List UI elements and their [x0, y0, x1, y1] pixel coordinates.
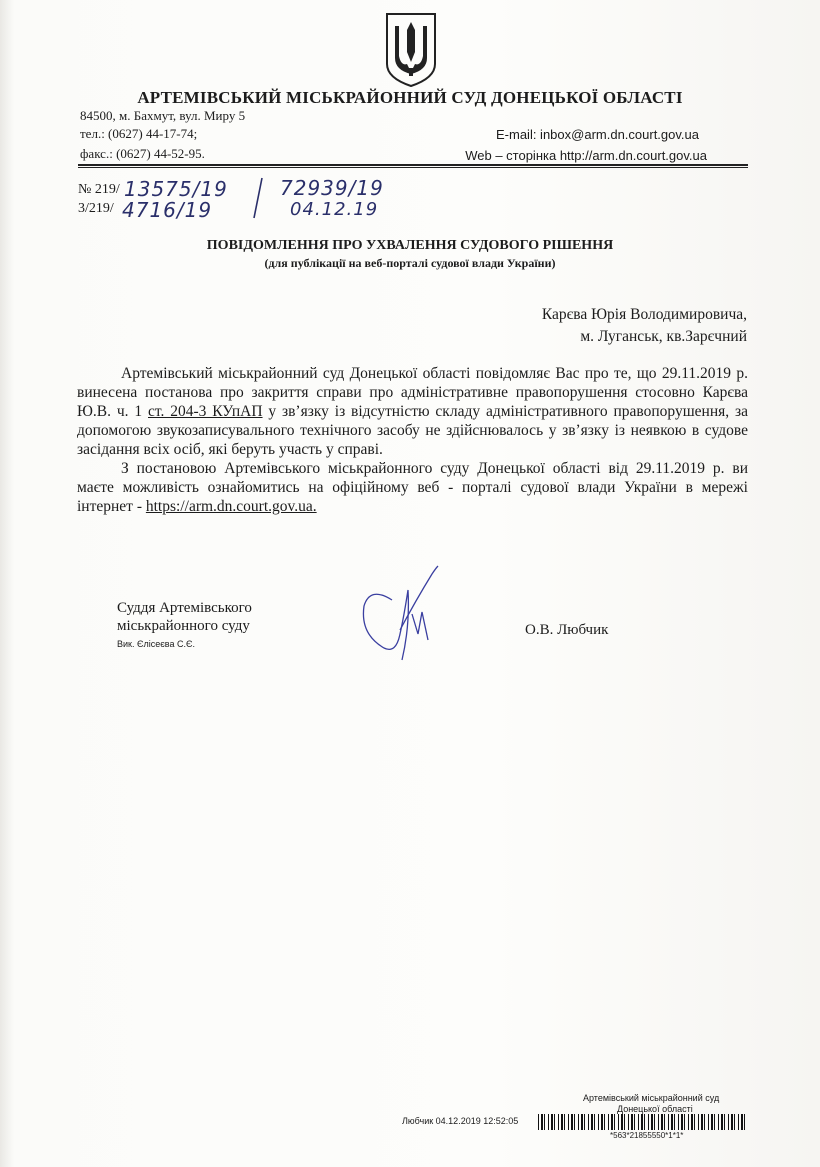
document-barcode	[538, 1114, 748, 1130]
judge-position-line1: Суддя Артемівського	[117, 600, 252, 616]
trident-emblem-icon	[383, 12, 439, 88]
body-paragraph-2-text: З постановою Артемівського міськрайонного суду Донецької області від 29.11.2019 р. ви маєте можливість ознайомитись на офіційному веб - порталі судової влади України в мережі інтернет -	[77, 460, 748, 515]
judge-name: О.В. Любчик	[525, 622, 609, 638]
executor-name: Вик. Єлісеєва С.Є.	[117, 639, 195, 649]
recipient-name: Карєва Юрія Володимировича,	[541, 306, 747, 323]
case-number-handwritten: 4716/19	[122, 198, 213, 222]
body-paragraph-1	[77, 364, 748, 459]
footer-court-line1: Артемівський міськрайонний суд	[583, 1093, 720, 1103]
court-email: E-mail: inbox@arm.dn.court.gov.ua	[496, 127, 699, 142]
registration-stamp: Любчик 04.12.2019 12:52:05	[402, 1116, 519, 1126]
barcode-number: *563*21855550*1*1*	[610, 1131, 684, 1140]
document-subtitle: (для публікації на веб-порталі судової влади України)	[264, 256, 556, 270]
case-number-prefix: 3/219/	[78, 201, 114, 216]
court-address: 84500, м. Бахмут, вул. Миру 5	[80, 108, 246, 123]
outgoing-number-prefix: № 219/	[78, 182, 120, 197]
notice-body	[77, 364, 748, 516]
header-divider	[78, 164, 748, 166]
outgoing-number-handwritten: 13575/19	[124, 177, 228, 201]
court-phone: тел.: (0627) 44-17-74;	[80, 126, 198, 141]
law-article-link[interactable]: ст. 204-3 КУпАП	[148, 403, 263, 420]
header-divider-thin	[78, 167, 748, 168]
body-paragraph-2	[77, 459, 748, 516]
footer-court-line2: Донецької області	[617, 1104, 693, 1114]
handwritten-signature	[356, 560, 466, 670]
court-fax: факс.: (0627) 44-52-95.	[80, 146, 205, 161]
body-paragraph-1-text-end: у зв’язку із відсутністю складу адміністративного правопорушення, за допомогою звукозаписувального технічного засобу не здійснювалось у зв’язку із неявкою в судове засідання всіх осіб, які беруть участь у справі.	[77, 403, 748, 458]
registration-number-handwritten: 72939/19	[280, 176, 384, 200]
court-portal-link[interactable]: https://arm.dn.court.gov.ua.	[145, 498, 317, 515]
judge-position-line2: міськрайонного суду	[117, 618, 250, 634]
court-name: АРТЕМІВСЬКИЙ МІСЬКРАЙОННИЙ СУД ДОНЕЦЬКОЇ ОБЛАСТІ	[137, 88, 683, 107]
recipient-address: м. Луганськ, кв.Зарєчний	[580, 328, 747, 345]
registration-date-handwritten: 04.12.19	[290, 199, 379, 220]
body-paragraph-1-text-start: Артемівський міськрайонний суд Донецької області повідомляє Вас про те, що 29.11.2019 р. винесена постанова про закриття справи про адміністративне правопорушення стосовно Карєва Ю.В. ч. 1	[77, 365, 748, 420]
court-website: Web – сторінка http://arm.dn.court.gov.ua	[465, 148, 707, 163]
document-title: ПОВІДОМЛЕННЯ ПРО УХВАЛЕННЯ СУДОВОГО РІШЕННЯ	[206, 238, 614, 253]
